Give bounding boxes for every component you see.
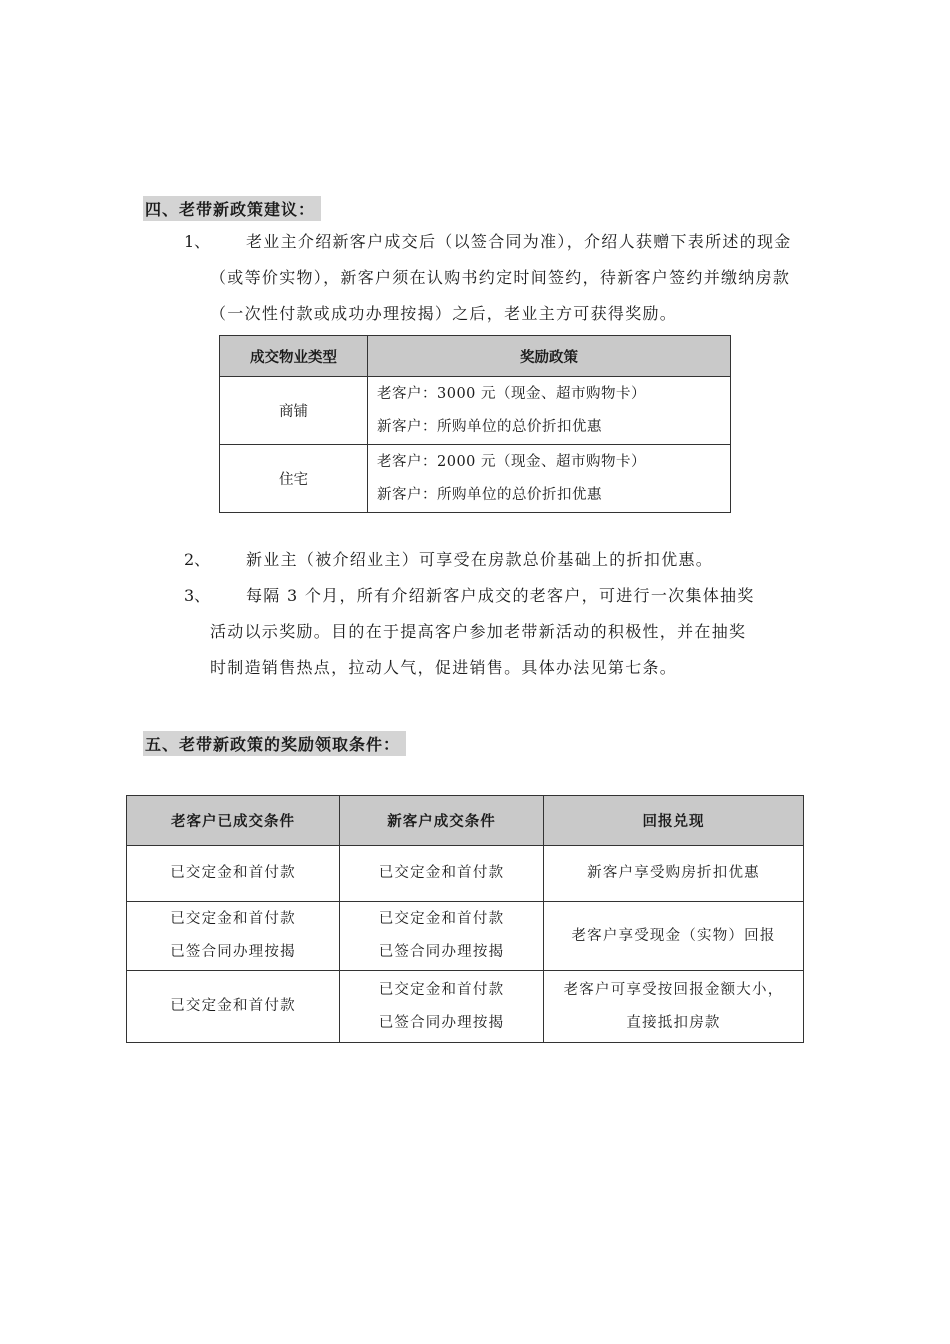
- table-cell: [368, 377, 731, 445]
- table-row: [127, 846, 804, 902]
- table-row: [127, 902, 804, 971]
- table-cell: [127, 846, 340, 902]
- cell-line: 已交定金和首付款: [378, 981, 505, 998]
- cell-line: 新客户：所购单位的总价折扣优惠: [377, 486, 602, 503]
- table-header: 新客户成交条件: [340, 796, 544, 846]
- item-text-line: 每隔 3 个月，所有介绍新客户成交的老客户，可进行一次集体抽奖: [246, 586, 755, 605]
- table-cell: [340, 902, 544, 971]
- table-cell: [368, 445, 731, 513]
- item-text-line: 老业主介绍新客户成交后（以签合同为准），介绍人获赠下表所述的现金: [246, 232, 792, 251]
- table-cell: [544, 902, 804, 971]
- table-row: [220, 445, 731, 513]
- reward-conditions-table: [126, 795, 804, 1043]
- item-text-line: 新业主（被介绍业主）可享受在房款总价基础上的折扣优惠。: [246, 550, 714, 569]
- item-text-line: （一次性付款或成功办理按揭）之后，老业主方可获得奖励。: [210, 304, 678, 323]
- table-cell: [127, 902, 340, 971]
- cell-line: 已交定金和首付款: [378, 865, 505, 881]
- table-header: 老客户已成交条件: [127, 796, 340, 846]
- table-cell: [127, 971, 340, 1043]
- item-number: 3、: [184, 586, 211, 605]
- cell-line: 已交定金和首付款: [170, 998, 296, 1014]
- table-header: 回报兑现: [544, 796, 804, 846]
- item-text-line: （或等价实物），新客户须在认购书约定时间签约，待新客户签约并缴纳房款: [210, 268, 791, 287]
- item-number: 1、: [184, 232, 211, 251]
- table-header: 奖励政策: [368, 336, 731, 377]
- reward-policy-table: [219, 335, 731, 513]
- cell-line: 已交定金和首付款: [378, 911, 505, 927]
- cell-line: 已签合同办理按揭: [170, 944, 296, 960]
- cell-line: 直接抵扣房款: [626, 1014, 721, 1031]
- section-5-heading: 五、老带新政策的奖励领取条件：: [143, 731, 406, 756]
- cell-line: 新客户享受购房折扣优惠: [587, 865, 760, 881]
- cell-line: 老客户：3000 元（现金、超市购物卡）: [377, 385, 647, 402]
- cell-line: 已签合同办理按揭: [378, 944, 505, 960]
- table-cell: 住宅: [220, 445, 368, 513]
- table-header: 成交物业类型: [220, 336, 368, 377]
- cell-line: 已签合同办理按揭: [378, 1014, 505, 1031]
- item-text-line: 活动以示奖励。目的在于提高客户参加老带新活动的积极性，并在抽奖: [210, 622, 747, 641]
- table-row: [220, 377, 731, 445]
- item-text-line: 时制造销售热点，拉动人气，促进销售。具体办法见第七条。: [210, 658, 678, 677]
- table-cell: 商铺: [220, 377, 368, 445]
- table-cell: [340, 971, 544, 1043]
- cell-line: 老客户：2000 元（现金、超市购物卡）: [377, 453, 647, 470]
- table-row: [127, 971, 804, 1043]
- item-number: 2、: [184, 550, 211, 569]
- cell-line: 已交定金和首付款: [170, 865, 296, 881]
- cell-line: 新客户：所购单位的总价折扣优惠: [377, 418, 602, 435]
- table-cell: [544, 971, 804, 1043]
- section-4-heading: 四、老带新政策建议：: [143, 196, 321, 221]
- table-cell: [340, 846, 544, 902]
- table-cell: [544, 846, 804, 902]
- cell-line: 已交定金和首付款: [170, 911, 296, 927]
- cell-line: 老客户享受现金（实物）回报: [571, 927, 776, 944]
- cell-line: 老客户可享受按回报金额大小，: [563, 981, 784, 998]
